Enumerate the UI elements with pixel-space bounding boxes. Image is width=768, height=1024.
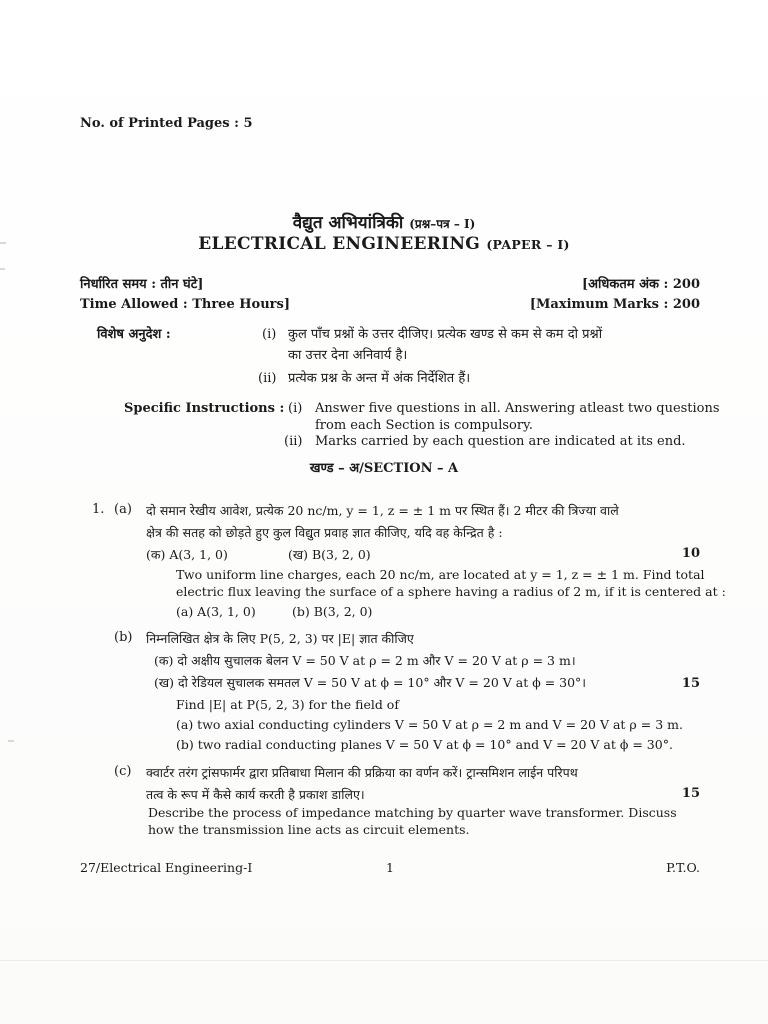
q1a-marks: 10 — [681, 546, 700, 561]
paper-english: (PAPER – I) — [486, 237, 570, 252]
title-hindi — [0, 210, 768, 233]
q1a-hindi-line1: दो समान रेखीय आवेश, प्रत्येक 20 nc/m, y = 1, z = ± 1 m पर स्थित हैं। 2 मीटर की त्रिज्या वाले — [146, 503, 619, 518]
q1a-hindi-option-1: (क) A(3, 1, 0) — [146, 547, 228, 562]
instructions-english-ii-line: Marks carried by each question are indicated at its end. — [315, 434, 686, 449]
instructions-hindi-label: विशेष अनुदेश : — [97, 327, 171, 342]
q1a-english-option-2: (b) B(3, 2, 0) — [292, 604, 373, 619]
q1c-english-line1: Describe the process of impedance matching by quarter wave transformer. Discuss — [148, 805, 677, 820]
printed-pages: No. of Printed Pages : 5 — [80, 116, 253, 131]
instructions-english-ii-num: (ii) — [284, 434, 303, 449]
q1c-english-line2: how the transmission line acts as circuit elements. — [148, 822, 470, 837]
q1a-english-option-1: (a) A(3, 1, 0) — [176, 604, 256, 619]
q1b-english-line3: (b) two radial conducting planes V = 50 V at ϕ = 10° and V = 20 V at ϕ = 30°. — [176, 737, 673, 752]
instructions-english-i-line1: Answer five questions in all. Answering atleast two questions — [315, 401, 720, 416]
q1c-marks: 15 — [681, 786, 700, 801]
instructions-hindi-i-line2: का उत्तर देना अनिवार्य है। — [288, 348, 408, 363]
instructions-english-i-line2: from each Section is compulsory. — [315, 418, 533, 433]
paper-hindi: (प्रश्न–पत्र – I) — [409, 217, 476, 231]
q1b-hindi-line3: (ख) दो रेडियल सुचालक समतल V = 50 V at ϕ = 10° और V = 20 V at ϕ = 30°। — [154, 675, 587, 690]
time-allowed-english: Time Allowed : Three Hours] — [80, 297, 290, 312]
time-allowed-hindi: निर्धारित समय : तीन घंटे] — [80, 277, 204, 292]
scan-mark — [0, 268, 5, 270]
q1b-english-line2: (a) two axial conducting cylinders V = 50 V at ρ = 2 m and V = 20 V at ρ = 3 m. — [176, 717, 683, 732]
instructions-hindi-ii-line: प्रत्येक प्रश्न के अन्त में अंक निर्देशित हैं। — [288, 371, 471, 386]
title-hindi-text: वैद्युत अभियांत्रिकी — [292, 213, 404, 233]
instructions-hindi-i-line1: कुल पाँच प्रश्नों के उत्तर दीजिए। प्रत्येक खण्ड से कम से कम दो प्रश्नों — [288, 327, 603, 342]
instructions-english-label: Specific Instructions : — [124, 401, 285, 416]
q1c-hindi-line1: क्वार्टर तरंग ट्रांसफार्मर द्वारा प्रतिबाधा मिलान की प्रक्रिया का वर्णन करें। ट्रान्समिशन लाईन परिपथ — [146, 765, 578, 780]
q1a-hindi-line2: क्षेत्र की सतह को छोड़ते हुए कुल विद्युत प्रवाह ज्ञात कीजिए, यदि वह केन्द्रित है : — [146, 525, 503, 540]
instructions-hindi-ii-num: (ii) — [258, 371, 277, 386]
q1b-marks: 15 — [681, 676, 700, 691]
max-marks-hindi: [अधिकतम अंक : 200 — [581, 277, 700, 292]
title-english — [0, 234, 768, 254]
section-heading: खण्ड – अ/SECTION – A — [309, 461, 459, 476]
q1b-hindi-line1: निम्नलिखित क्षेत्र के लिए P(5, 2, 3) पर |E| ज्ञात कीजिए — [146, 631, 414, 646]
instructions-english-i-num: (i) — [288, 401, 303, 416]
question-number: 1. — [92, 502, 105, 517]
instructions-hindi-i-num: (i) — [262, 327, 277, 342]
max-marks-english: [Maximum Marks : 200 — [529, 297, 700, 312]
scan-edge-line — [0, 960, 768, 961]
q1a-hindi-option-2: (ख) B(3, 2, 0) — [288, 547, 371, 562]
q1a-english-line2: electric flux leaving the surface of a sphere having a radius of 2 m, if it is centered at : — [176, 584, 726, 599]
q1b-label: (b) — [114, 630, 133, 645]
q1a-label: (a) — [114, 502, 132, 517]
q1c-hindi-line2: तत्व के रूप में कैसे कार्य करती है प्रकाश डालिए। — [146, 787, 365, 802]
q1c-label: (c) — [114, 764, 132, 779]
scan-mark — [8, 740, 14, 742]
q1b-hindi-line2: (क) दो अक्षीय सुचालक बेलन V = 50 V at ρ = 2 m और V = 20 V at ρ = 3 m। — [154, 653, 576, 668]
q1a-english-line1: Two uniform line charges, each 20 nc/m, are located at y = 1, z = ± 1 m. Find total — [176, 567, 705, 582]
footer-pto: P.T.O. — [666, 860, 700, 875]
footer-page-number: 1 — [386, 860, 394, 875]
title-english-text: ELECTRICAL ENGINEERING — [198, 234, 481, 254]
q1b-english-line1: Find |E| at P(5, 2, 3) for the field of — [176, 697, 399, 712]
footer-paper-code: 27/Electrical Engineering-I — [80, 860, 253, 875]
